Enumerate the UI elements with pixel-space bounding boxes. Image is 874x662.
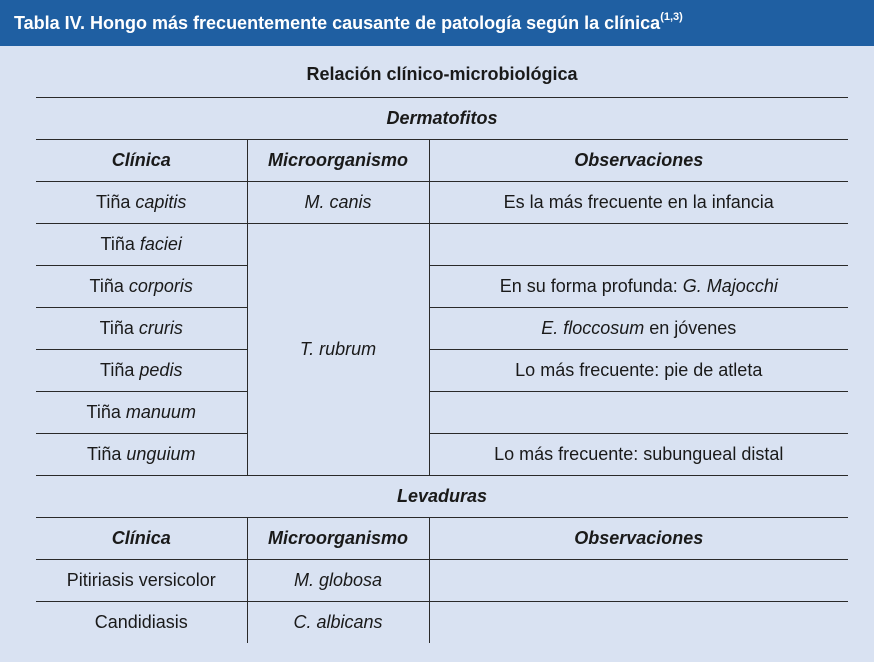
group-label-levaduras: Levaduras [36, 475, 848, 517]
clinica-cell [36, 223, 247, 265]
table-row [36, 349, 848, 391]
clinica-cell [36, 391, 247, 433]
clinica-prefix: Tiña [86, 401, 126, 422]
column-header-observaciones: Observaciones [429, 139, 848, 181]
observation-cell [429, 601, 848, 643]
observation-cell [429, 265, 848, 307]
clinica-term: manuum [125, 401, 196, 422]
group-row-dermatofitos [36, 97, 848, 139]
table-title [0, 0, 874, 46]
observation-text: Lo más frecuente: subungueal distal [494, 443, 784, 464]
clinica-prefix: Tiña [87, 443, 127, 464]
table-row [36, 307, 848, 349]
observation-cell [429, 307, 848, 349]
clinica-term: cruris [138, 317, 183, 338]
group-label-dermatofitos: Dermatofitos [36, 97, 848, 139]
observation-suffix: en jóvenes [644, 317, 737, 338]
column-header-microorganismo: Microorganismo [247, 517, 429, 559]
clinica-term: corporis [128, 275, 193, 296]
table-row [36, 601, 848, 643]
table-row [36, 181, 848, 223]
reference-superscript: (1,3) [660, 11, 683, 23]
table-row [36, 265, 848, 307]
clinica-term: pedis [139, 359, 183, 380]
clinica-cell [36, 307, 247, 349]
clinica-term: unguium [126, 443, 196, 464]
column-header-clinica: Clínica [36, 517, 247, 559]
table-row [36, 223, 848, 265]
clinica-cell [36, 181, 247, 223]
clinica-cell [36, 433, 247, 475]
clinica-prefix: Tiña [89, 275, 129, 296]
column-header-observaciones: Observaciones [429, 517, 848, 559]
column-header-microorganismo: Microorganismo [247, 139, 429, 181]
clinica-prefix: Tiña [100, 359, 140, 380]
clinica-cell [36, 349, 247, 391]
observation-cell [429, 433, 848, 475]
column-header-clinica: Clínica [36, 139, 247, 181]
observation-italic: G. Majocchi [682, 275, 778, 296]
group-row-levaduras [36, 475, 848, 517]
observation-cell [429, 223, 848, 265]
observation-cell [429, 181, 848, 223]
clinica-term: faciei [139, 233, 182, 254]
organism-cell: C. albicans [247, 601, 429, 643]
organism-cell: M. canis [247, 181, 429, 223]
table-row [36, 391, 848, 433]
table-heading: Relación clínico-microbiológica [36, 53, 848, 97]
organism-cell-shared: T. rubrum [247, 223, 429, 475]
observation-text: En su forma profunda: [499, 275, 683, 296]
table-title-text: Tabla IV. Hongo más frecuentemente causante de patología según la clínica [14, 13, 661, 33]
clinica-prefix: Tiña [100, 233, 140, 254]
clinica-prefix: Tiña [99, 317, 139, 338]
column-header-row [36, 139, 848, 181]
observation-cell [429, 391, 848, 433]
observation-text: Es la más frecuente en la infancia [503, 191, 774, 212]
clinica-term: capitis [135, 191, 187, 212]
organism-cell: M. globosa [247, 559, 429, 601]
column-header-row [36, 517, 848, 559]
observation-cell [429, 349, 848, 391]
observation-text: Lo más frecuente: pie de atleta [515, 359, 763, 380]
table-row [36, 433, 848, 475]
clinica-cell: Candidiasis [94, 611, 188, 632]
observation-cell [429, 559, 848, 601]
clinica-cell [36, 265, 247, 307]
clinica-prefix: Tiña [96, 191, 136, 212]
table-row [36, 559, 848, 601]
clinica-cell: Pitiriasis versicolor [36, 559, 247, 601]
clinical-microbiology-table [36, 53, 848, 643]
table-heading-row [36, 53, 848, 97]
observation-italic: E. floccosum [541, 317, 645, 338]
